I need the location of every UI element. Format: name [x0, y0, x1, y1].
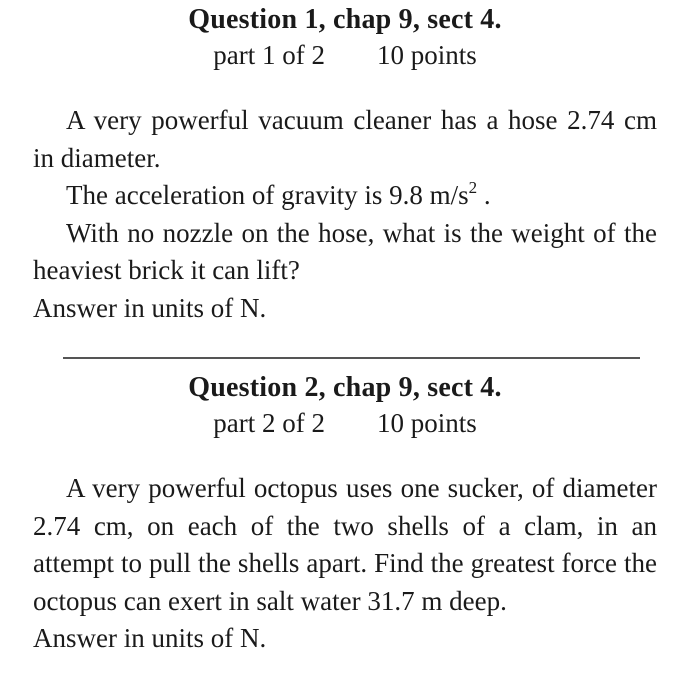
question-meta [33, 38, 657, 72]
gravity-text: The acceleration of gravity is 9.8 m/s [66, 180, 469, 210]
question-part: part 2 of 2 [213, 408, 325, 438]
question-prompt: With no nozzle on the hose, what is the weight of the heaviest brick it can lift? [33, 217, 657, 285]
question-body [33, 102, 657, 327]
question-divider [63, 357, 640, 359]
question-points: 10 points [376, 408, 477, 438]
gravity-suffix: . [477, 180, 491, 210]
question-title: Question 2, chap 9, sect 4. [188, 372, 502, 403]
question-1 [33, 2, 657, 327]
question-points: 10 points [376, 40, 477, 70]
problem-statement: A very powerful octopus uses one sucker, of diameter 2.74 cm, on each of the two shells of a clam, in an attempt to pull the shells apart. Find the greatest force the octopus can exert in salt water 31.7 m deep. [33, 473, 657, 616]
question-2 [33, 370, 657, 658]
exponent: 2 [468, 178, 478, 197]
answer-units: Answer in units of N. [33, 292, 267, 323]
question-header [33, 370, 657, 440]
question-body [33, 470, 657, 658]
gravity-statement [33, 177, 657, 215]
problem-statement: A very powerful vacuum cleaner has a hose 2.74 cm in diameter. [33, 105, 657, 173]
question-title: Question 1, chap 9, sect 4. [188, 4, 502, 35]
answer-units: Answer in units of N. [33, 623, 267, 653]
question-header [33, 2, 657, 72]
question-part: part 1 of 2 [213, 40, 325, 70]
question-meta [33, 406, 657, 440]
